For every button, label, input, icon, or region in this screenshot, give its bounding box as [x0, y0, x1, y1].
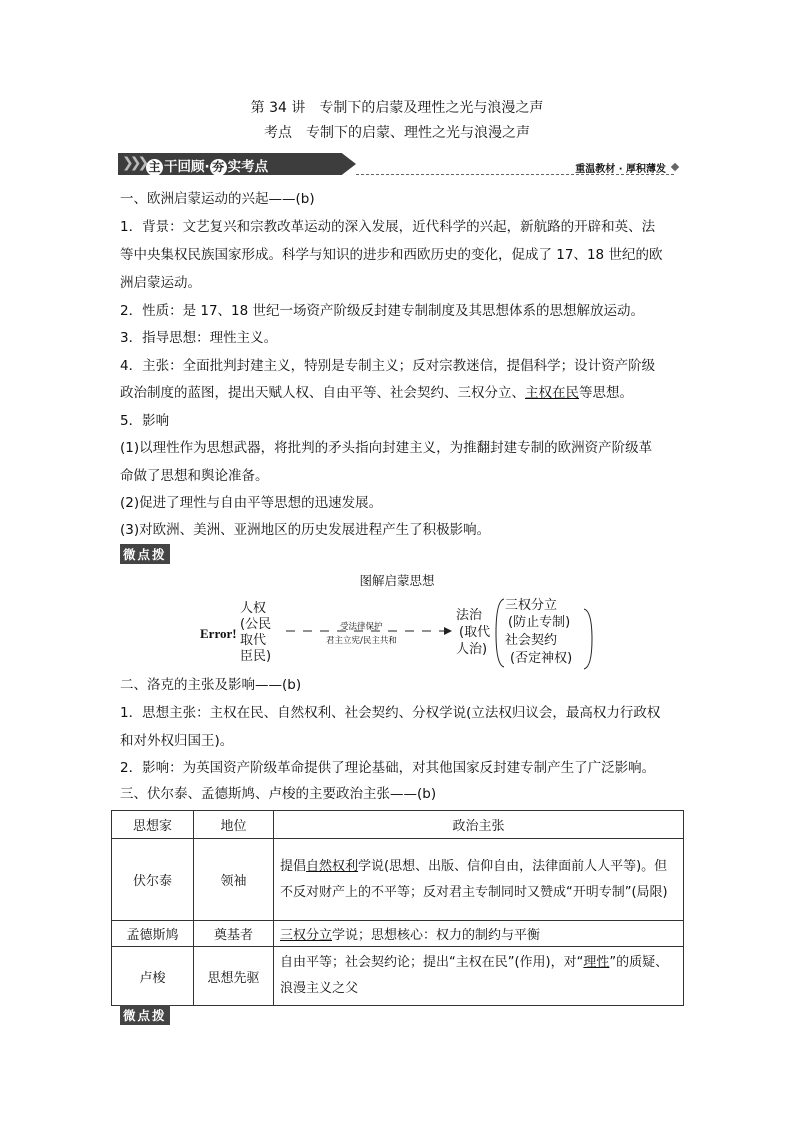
- chevron-icon: ❯❯❯: [122, 155, 146, 171]
- tip-badge: 微点拨: [120, 544, 170, 564]
- table-header: 地位: [194, 811, 274, 839]
- section1-item2: (2)促进了理性与自由平等思想的迅速发展。: [120, 495, 383, 511]
- right-brace: [582, 607, 594, 671]
- section1-p2: 2．性质：是 17、18 世纪一场资产阶级反封建专制制度及其思想体系的思想解放运动。: [120, 303, 645, 319]
- diagram-left-3: 取代: [240, 633, 267, 648]
- error-label: Error!: [200, 626, 237, 641]
- diagram-left-2: (公民: [240, 617, 272, 632]
- section1-p1-line3: 洲启蒙运动。: [120, 275, 201, 291]
- dashed-arrow: [284, 624, 454, 638]
- diagram-right-1: 三权分立: [505, 598, 558, 613]
- arrow-label-top: 受法律保护: [340, 622, 383, 632]
- table-header: 政治主张: [274, 811, 684, 839]
- table-cell-claim: 自由平等；社会契约论；提出“主权在民”(作用)，对“理性”的质疑、浪漫主义之父: [274, 947, 684, 1006]
- table-row: [112, 839, 684, 921]
- table-cell-role: 思想先驱: [194, 947, 274, 1006]
- diagram-title: 图解启蒙思想: [359, 573, 435, 588]
- section1-p4-line1: 4．主张：全面批判封建主义，特别是专制主义；反对宗教迷信，提倡科学；设计资产阶级: [120, 358, 656, 374]
- table-cell-name: 卢梭: [112, 947, 194, 1006]
- section2-heading: 二、洛克的主张及影响——(b): [120, 677, 302, 693]
- diagram-left-4: 臣民): [240, 649, 272, 664]
- section1-p1-line1: 1．背景：文艺复兴和宗教改革运动的深入发展，近代科学的兴起，新航路的开辟和英、法: [120, 219, 656, 235]
- table-cell-name: 伏尔泰: [112, 839, 194, 921]
- diagram-mid-3: 人治): [456, 642, 488, 657]
- tip-badge: 微点拨: [120, 1005, 170, 1025]
- section2-p1-line2: 和对外权归国王)。: [120, 733, 234, 749]
- section1-p4-line2: 政治制度的蓝图，提出天赋人权、自由平等、社会契约、三权分立、主权在民等思想。: [120, 385, 633, 401]
- section1-item1-line2: 命做了思想和舆论准备。: [120, 468, 269, 484]
- diagram-right-4: (否定神权): [510, 651, 573, 666]
- table-header-row: [112, 811, 684, 839]
- thinkers-table: [111, 810, 684, 1006]
- section2-p2: 2．影响：为英国资产阶级革命提供了理论基础，对其他国家反封建专制产生了广泛影响。: [120, 760, 656, 776]
- section1-item3: (3)对欧洲、美洲、亚洲地区的历史发展进程产生了积极影响。: [120, 522, 491, 538]
- table-cell-role: 奠基者: [194, 921, 274, 947]
- lecture-title: 第 34 讲 专制下的启蒙及理性之光与浪漫之声: [250, 100, 544, 116]
- diagram-mid-1: 法治: [456, 608, 483, 623]
- topic-title: 考点 专制下的启蒙、理性之光与浪漫之声: [264, 125, 530, 141]
- diagram-right-2: (防止专制): [508, 615, 571, 630]
- table-cell-claim: 三权分立学说；思想核心：权力的制约与平衡: [274, 921, 684, 947]
- banner-title: 主 干回顾· 夯 实考点: [146, 155, 268, 176]
- table-cell-claim: 提倡自然权利学说(思想、出版、信仰自由，法律面前人人平等)。但不反对财产上的不平等；反对君主专制同时又赞成“开明专制”(局限): [274, 839, 684, 921]
- diagram-right-3: 社会契约: [505, 633, 558, 648]
- table-header: 思想家: [112, 811, 194, 839]
- table-cell-name: 孟德斯鸠: [112, 921, 194, 947]
- table-row: [112, 947, 684, 1006]
- arrow-label-bottom: 君主立宪/民主共和: [326, 636, 397, 646]
- diamond-icon: [671, 163, 679, 171]
- section1-heading: 一、欧洲启蒙运动的兴起——(b): [120, 191, 315, 207]
- diagram-mid-2: (取代: [459, 625, 491, 640]
- diagram-left-1: 人权: [240, 601, 267, 616]
- section1-p1-line2: 等中央集权民族国家形成。科学与知识的进步和西欧历史的变化，促成了 17、18 世纪的欧: [120, 247, 663, 263]
- section-banner: [118, 151, 680, 179]
- banner-slogan: 重温教材 · 厚积薄发: [575, 164, 666, 175]
- section1-item1-line1: (1)以理性作为思想武器，将批判的矛头指向封建主义，为推翻封建专制的欧洲资产阶级革: [120, 440, 653, 456]
- section3-heading: 三、伏尔泰、孟德斯鸠、卢梭的主要政治主张——(b): [120, 786, 437, 802]
- table-row: [112, 921, 684, 947]
- section1-p3: 3．指导思想：理性主义。: [120, 330, 278, 346]
- section1-p5: 5．影响: [120, 413, 170, 429]
- table-cell-role: 领袖: [194, 839, 274, 921]
- section2-p1-line1: 1．思想主张：主权在民、自然权利、社会契约、分权学说(立法权归议会，最高权力行政权: [120, 705, 661, 721]
